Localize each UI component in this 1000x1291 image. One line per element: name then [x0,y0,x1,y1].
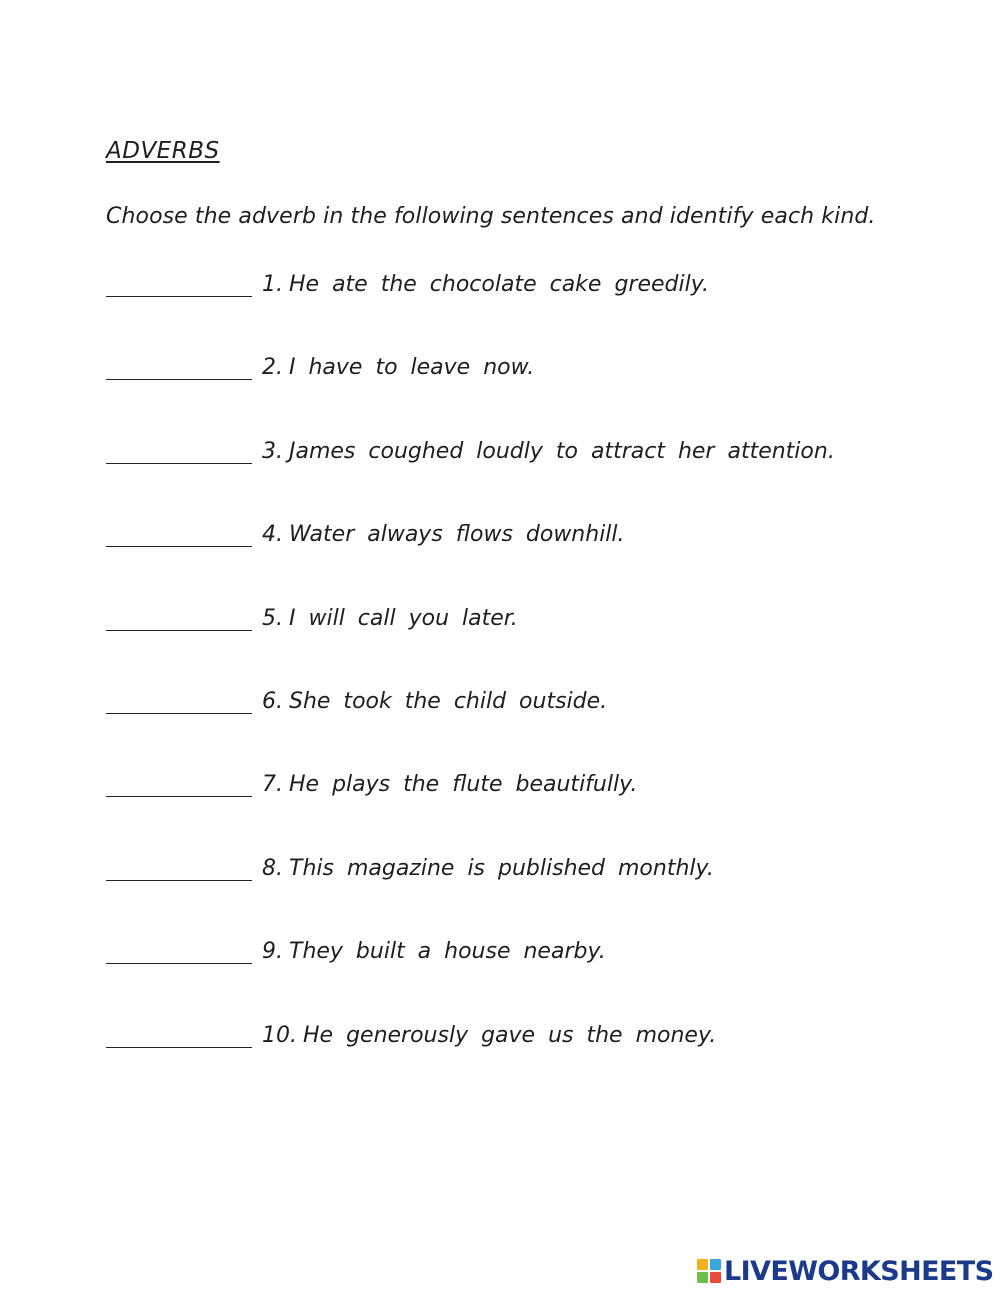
question-text [262,439,835,464]
question-sentence: James coughed loudly to attract her attention. [289,438,835,464]
logo-block [697,1272,708,1283]
question-sentence: He generously gave us the money. [303,1022,717,1048]
answer-blank[interactable] [106,796,252,797]
question-sentence: He plays the flute beautifully. [289,772,638,798]
question-text [262,1023,716,1048]
question-text [262,772,637,797]
question-number: 3. [262,438,283,464]
question-item [106,687,986,770]
answer-blank[interactable] [106,546,252,547]
question-item [106,437,986,520]
answer-blank[interactable] [106,963,252,964]
question-text [262,606,518,631]
logo-text: LIVEWORKSHEETS [724,1255,994,1287]
answer-blank[interactable] [106,379,252,380]
question-number: 10. [262,1022,297,1048]
question-item [106,854,986,937]
question-text [262,355,534,380]
question-item [106,604,986,687]
liveworksheets-logo [697,1254,993,1288]
answer-blank[interactable] [106,880,252,881]
question-number: 2. [262,355,283,381]
answer-blank[interactable] [106,296,252,297]
question-sentence: I will call you later. [289,605,518,631]
question-item [106,1021,986,1104]
question-text [262,856,714,881]
question-sentence: I have to leave now. [289,355,535,381]
logo-block [710,1272,721,1283]
question-sentence: He ate the chocolate cake greedily. [289,272,710,297]
question-number: 6. [262,688,283,714]
worksheet-title: ADVERBS [106,138,220,164]
logo-block [697,1259,708,1270]
question-sentence: Water always flows downhill. [289,522,625,548]
question-item [106,270,986,353]
question-item [106,937,986,1020]
question-text [262,939,606,964]
question-text [262,522,625,547]
answer-blank[interactable] [106,630,252,631]
logo-blocks-icon [697,1259,721,1283]
question-sentence: This magazine is published monthly. [289,855,714,881]
question-sentence: She took the child outside. [289,688,608,714]
worksheet-instruction: Choose the adverb in the following sentences and identify each kind. [106,204,876,229]
question-item [106,520,986,603]
question-number: 9. [262,939,283,965]
question-number: 4. [262,522,283,548]
question-number: 7. [262,772,283,798]
answer-blank[interactable] [106,1047,252,1048]
answer-blank[interactable] [106,713,252,714]
question-number: 1. [262,272,283,297]
question-number: 8. [262,855,283,881]
logo-block [710,1259,721,1270]
question-text [262,689,607,714]
question-item [106,770,986,853]
question-sentence: They built a house nearby. [289,939,606,965]
question-list [106,270,986,1104]
question-text [262,272,709,297]
question-number: 5. [262,605,283,631]
answer-blank[interactable] [106,463,252,464]
question-item [106,353,986,436]
